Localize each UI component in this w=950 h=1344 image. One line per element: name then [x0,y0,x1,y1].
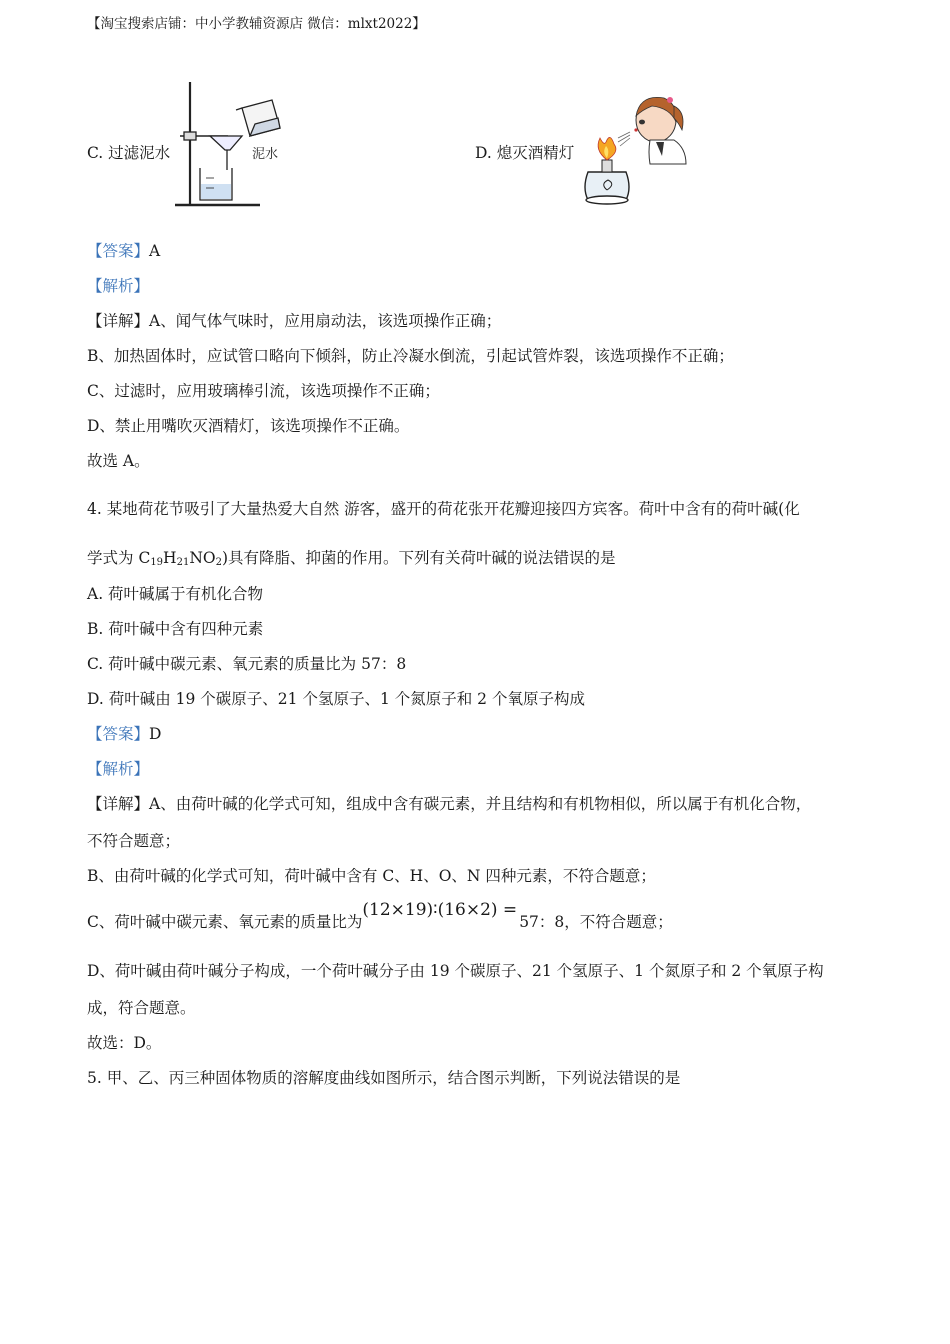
q4-conclusion: 故选：D。 [87,1034,162,1052]
q4-detail-b: B、由荷叶碱的化学式可知，荷叶碱中含有 C、H、O、N 四种元素，不符合题意； [87,867,656,885]
q4-option-a: A. 荷叶碱属于有机化合物 [87,585,264,603]
q3-detail-d: D、禁止用嘴吹灭酒精灯，该选项操作不正确。 [87,417,410,435]
muddy-water-label: 泥水 [252,146,279,161]
formula-c-sub: 19 [150,557,164,568]
option-d-label: D. 熄灭酒精灯 [475,144,575,162]
detail-c-suffix: 57：8，不符合题意； [519,913,673,931]
detail-c-prefix: C、荷叶碱中碳元素、氧元素的质量比为 [87,913,363,931]
detail-a-text: A、由荷叶碱的化学式可知，组成中含有碳元素，并且结构和有机物相似，所以属于有机化合物， [149,795,812,813]
q3-analysis-tag: 【解析】 [87,277,150,295]
formula-c: C [138,549,151,567]
stem-suffix: )具有降脂、抑菌的作用。下列有关荷叶碱的说法错误的是 [221,549,616,567]
option-c-label: C. 过滤泥水 [87,144,171,162]
q4-detail-a-1 [87,794,811,814]
q4-answer-line [87,724,161,744]
q3-answer-line [87,241,160,261]
q3-detail-b: B、加热固体时，应试管口略向下倾斜，防止冷凝水倒流，引起试管炸裂，该选项操作不正确； [87,347,734,365]
answer-tag: 【答案】 [87,725,150,743]
q4-option-c: C. 荷叶碱中碳元素、氧元素的质量比为 57：8 [87,655,407,673]
chemical-formula [138,549,222,567]
detail-tag: 【详解】 [87,795,150,813]
formula-o-sub: 2 [215,557,222,568]
q4-detail-d-1: D、荷叶碱由荷叶碱分子构成，一个荷叶碱分子由 19 个碳原子、21 个氢原子、1 个氮原子和 2 个氧原子构 [87,962,824,980]
answer-value: A [149,242,161,260]
detail-tag: 【详解】 [87,312,150,330]
answer-value: D [149,725,162,743]
stem-prefix: 学式为 [87,549,139,567]
q4-option-d: D. 荷叶碱由 19 个碳原子、21 个氢原子、1 个氮原子和 2 个氧原子构成 [87,690,585,708]
q4-stem-line-1: 4. 某地荷花节吸引了大量热爱大自然 游客，盛开的荷花张开花瓣迎接四方宾客。荷叶中含有的荷叶碱(化 [87,500,800,518]
header-banner: 【淘宝搜索店铺：中小学教辅资源店 微信：mlxt2022】 [87,16,426,32]
q4-detail-a-2: 不符合题意； [87,832,181,850]
q3-detail-a [87,311,501,331]
q4-detail-d-2: 成，符合题意。 [87,999,196,1017]
q3-conclusion: 故选 A。 [87,452,150,470]
formula-h-sub: 21 [176,557,190,568]
q5-stem: 5. 甲、乙、丙三种固体物质的溶解度曲线如图所示，结合图示判断，下列说法错误的是 [87,1069,681,1087]
q3-detail-c: C、过滤时，应用玻璃棒引流，该选项操作不正确； [87,382,440,400]
mass-ratio-expression: (12×19)∶(16×2) = [362,900,518,920]
detail-a-text: A、闻气体气味时，应用扇动法，该选项操作正确； [149,312,502,330]
q4-stem-line-2 [87,548,616,573]
blowing-out-lamp-figure [578,92,693,210]
filtration-apparatus-figure [170,78,285,210]
q4-analysis-tag: 【解析】 [87,760,150,778]
formula-h: H [163,549,177,567]
q4-detail-c [87,900,673,932]
answer-tag: 【答案】 [87,242,150,260]
q4-option-b: B. 荷叶碱中含有四种元素 [87,620,264,638]
formula-no: NO [189,549,216,567]
